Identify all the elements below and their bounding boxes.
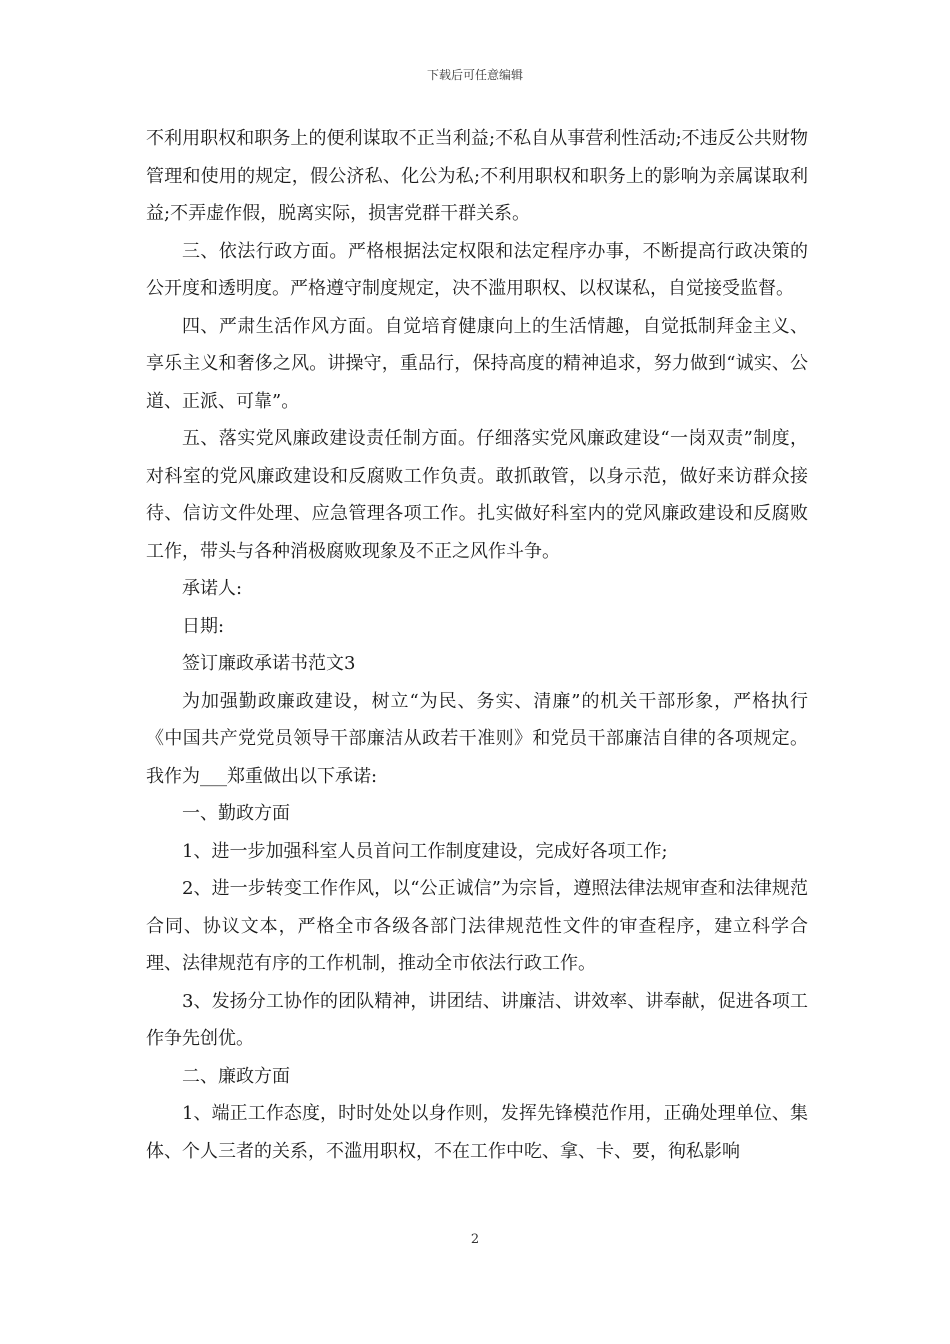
item-diligence-1: 1、进一步加强科室人员首问工作制度建设，完成好各项工作;: [182, 840, 668, 862]
item-diligence-3: 3、发扬分工协作的团队精神，讲团结、讲廉洁、讲效率、讲奉献，促进各项工作争先创优。: [146, 990, 808, 1049]
section-title: 签订廉政承诺书范文3: [182, 653, 356, 674]
paragraph-law-administration: 三、依法行政方面。严格根据法定权限和法定程序办事，不断提高行政决策的公开度和透明度。严格遵守制度规定，决不滥用职权、以权谋私，自觉接受监督。: [146, 240, 808, 299]
paragraph-continued: 不利用职权和职务上的便利谋取不正当利益;不私自从事营利性活动;不违反公共财物管理和使用的规定，假公济私、化公为私;不利用职权和职务上的影响为亲属谋取利益;不弄虚作假，脱离实际，损害党群干群关系。: [146, 128, 808, 224]
heading-diligence: 一、勤政方面: [182, 803, 290, 824]
paragraph-responsibility: 五、落实党风廉政建设责任制方面。仔细落实党风廉政建设“一岗双责”制度，对科室的党风廉政建设和反腐败工作负责。敢抓敢管，以身示范，做好来访群众接待、信访文件处理、应急管理各项工作。扎实做好科室内的党风廉政建设和反腐败工作，带头与各种消极腐败现象及不正之风作斗争。: [146, 428, 808, 562]
document-body: [146, 120, 808, 1170]
signer-label: 承诺人:: [182, 578, 243, 599]
heading-integrity: 二、廉政方面: [182, 1065, 290, 1087]
item-integrity-1: 1、端正工作态度，时时处处以身作则，发挥先锋模范作用，正确处理单位、集体、个人三者的关系，不滥用职权，不在工作中吃、拿、卡、要，徇私影响: [146, 1103, 808, 1162]
date-label: 日期:: [182, 615, 225, 637]
page-header: 下载后可任意编辑: [426, 68, 523, 82]
paragraph-lifestyle: 四、严肃生活作风方面。自觉培育健康向上的生活情趣，自觉抵制拜金主义、享乐主义和奢侈之风。讲操守，重品行，保持高度的精神追求，努力做到“诚实、公道、正派、可靠”。: [146, 315, 808, 412]
paragraph-intro: 为加强勤政廉政建设，树立“为民、务实、清廉”的机关干部形象，严格执行《中国共产党党员领导干部廉洁从政若干准则》和党员干部廉洁自律的各项规定。我作为___郑重做出以下承诺:: [146, 690, 808, 787]
page-number: 2: [470, 1232, 480, 1247]
item-diligence-2: 2、进一步转变工作作风，以“公正诚信”为宗旨，遵照法律法规审查和法律规范合同、协议文本，严格全市各级各部门法律规范性文件的审查程序，建立科学合理、法律规范有序的工作机制，推动全市依法行政工作。: [146, 878, 808, 974]
